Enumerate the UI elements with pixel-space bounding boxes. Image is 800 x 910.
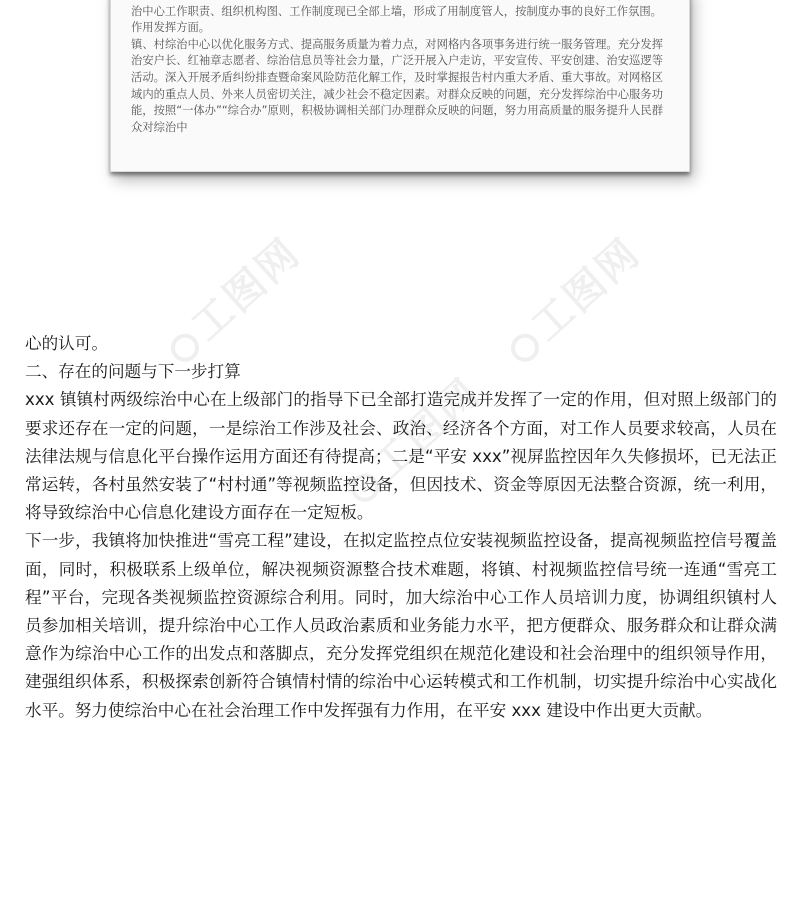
body-paragraph: xxx 镇镇村两级综治中心在上级部门的指导下已全部打造完成并发挥了一定的作用，但对照上级部门的要求还存在一定的问题，一是综治工作涉及社会、政治、经济各个方面，对工作人员要求较高，人员在法律法规与信息化平台操作运用方面还有待提高；二是“平安 xxx”视屏监控因年久失修损坏，已无法正常运转，各村虽然安装了“村村通”等视频监控设备，但因技术、资金等原因无法整合资源，统一利用，将导致综治中心信息化建设方面存在一定短板。 [25, 390, 777, 523]
document-body [25, 330, 777, 725]
preview-paragraph: 治中心工作职责、组织机构图、工作制度现已全部上墙，形成了用制度管人，按制度办事的良好工作氛围。 [131, 4, 662, 18]
body-paragraph: 下一步，我镇将加快推进“雪亮工程”建设，在拟定监控点位安装视频监控设备，提高视频监控信号覆盖面，同时，积极联系上级单位，解决视频资源整合技术难题，将镇、村视频监控信号统一连通“雪亮工程”平台，完现各类视频监控资源综合利用。同时，加大综治中心工作人员培训力度，协调组织镇村人员参加相关培训，提升综治中心工作人员政治素质和业务能力水平，把方便群众、服务群众和让群众满意作为综治中心工作的出发点和落脚点，充分发挥党组织在规范化建设和社会治理中的组织领导作用，建强组织体系，积极探索创新符合镇情村情的综治中心运转模式和工作机制，切实提升综治中心实战化水平。努力使综治中心在社会治理工作中发挥强有力作用，在平安 xxx 建设中作出更大贡献。 [25, 531, 777, 720]
preview-paragraph: 镇、村综治中心以优化服务方式、提高服务质量为着力点，对网格内各项事务进行统一服务管理。充分发挥治安户长、红袖章志愿者、综治信息员等社会力量，广泛开展入户走访，平安宣传、平安创建、治安巡逻等活动。深入开展矛盾纠纷排查暨命案风险防范化解工作，及时掌握报告村内重大矛盾、重大事故。对网格区域内的重点人员、外来人员密切关注，减少社会不稳定因素。对群众反映的问题，充分发挥综治中心服务功能，按照“一体办”“综合办”原则，积极协调相关部门办理群众反映的问题，努力用高质量的服务提升人民群众对综治中 [131, 37, 663, 134]
body-paragraph: 心的认可。 [25, 334, 108, 353]
watermark: 工图网 [152, 223, 311, 374]
preview-paragraph: 作用发挥方面。 [131, 21, 211, 35]
watermark: 工图网 [332, 363, 491, 514]
section-heading: 二、存在的问题与下一步打算 [25, 362, 241, 382]
preview-text [131, 0, 663, 136]
watermark: 工图网 [492, 223, 651, 374]
document-page-preview [110, 0, 690, 172]
